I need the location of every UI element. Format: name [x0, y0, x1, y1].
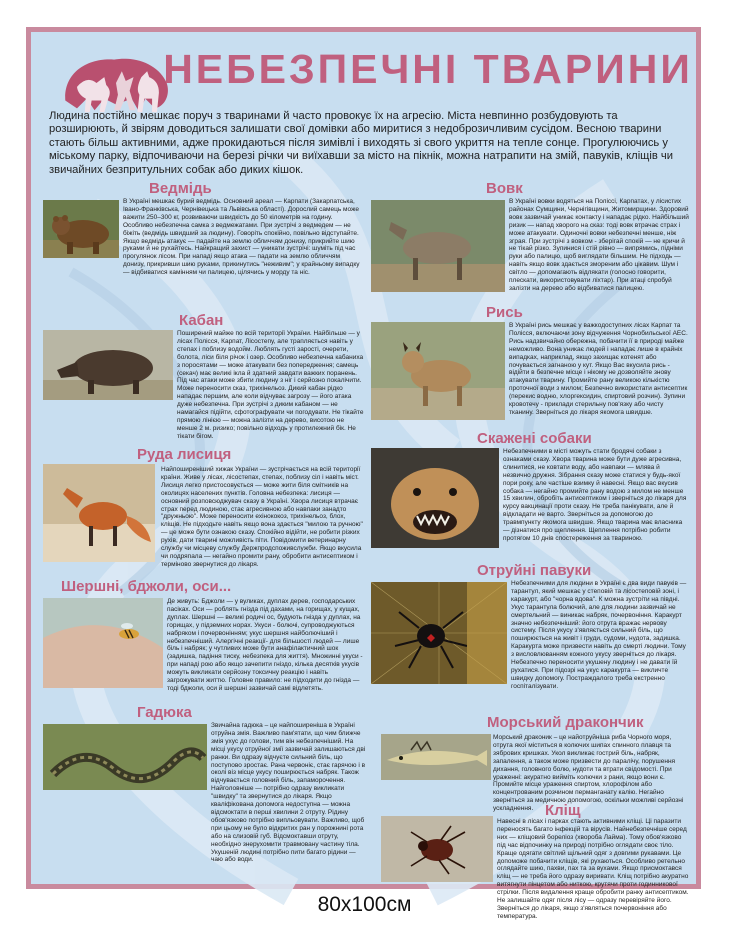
weever-photo — [381, 734, 491, 780]
tick-photo — [381, 816, 493, 882]
insects-title: Шершні, бджоли, оси... — [61, 578, 232, 595]
spiders-title: Отруйні павуки — [477, 562, 592, 579]
poster-size-label: 80x100см — [317, 893, 412, 916]
lynx-text: В Україні рись мешкає у важкодоступних лісах Карпат та Полісся, включаючи зону відчуження Чорнобильської АЕС. Рись надзвичайно обережна, побачити її в природі майже неможливо. Вона уникає людей і нападає лише в крайніх випадках, наприклад, якщо захищає котенят або почувається загнаною у кут. Якщо Вас вкусила рись - відійти в безпечне місце і нікому не дозволяйте знову атакувати тварину. Промийте рану великою кількістю проточної води з милом; Безпечно використати антисептик (перекис водню, хлоргексидин, спиртовий розчин). Зупини кровотечу - приклади стерильну пов'язку або чисту тканину. Зверніться до лікаря якомога швидше. — [509, 322, 688, 416]
viper-title: Гадюка — [137, 704, 192, 721]
fox-title: Руда лисиця — [137, 446, 232, 463]
fox-text: Найпоширеніший хижак України — зустрічається на всій території країни. Живе у лісах, лісостепах, степах, поблизу сіл і навіть міст. Лисиця легко пристосовується — може жити біля смітників на околицях населених пунктів. Головна небезпека: лисиця — основний розповсюджувач сказу в Україні. Хвора лисиця втрачає страх перед людиною, стає агресивною або навпаки занадто "дружньою". Може переносити ехінококоз, трихінельоз, блох, кліщів. Не підходьте навіть якщо вона здається "милою та ручною" — це може бути ознакою сказу. Спокійно відійти, не робити різких рухів, дати тварині можливість піти. Повідомити ветеринарну службу чи місцеву службу Держпродспоживслужби. Якщо вкусила чи подряпала — негайно промити рану, обробити антисептиком і терміново звернутися до лікаря. — [161, 466, 363, 568]
bear-text: В Україні мешкає бурий ведмідь. Основний ареал — Карпати (Закарпатська, Івано-Франківська, Чернівецька та Львівська області). Дорослий самець може важити 250–300 кг, розвиваючи швидкість до 50 кілометрів на годину. Особливо небезпечна самка з ведмежатами. При зустрічі з ведмедем — не біжіть (ведмідь швидший за людину). Говоріть спокійно, повільно відступайте. Якщо ведмідь атакує — падайте на землю обличчям донизу, прикрийте шию руками й не рухайтесь. Найкращий захист — уникати зустрічі: шуміть під час прогулянок лісом. При нападі якщо атака — падати на землю обличчям донизу, прикривши шию руками, прикинутись "неживим"; у крайньому випадку — відбиватися камінням чи палицею, цілячись у морду та ніс. — [123, 198, 360, 277]
tick-title: Кліщ — [545, 802, 581, 819]
dogs-text: Небезпечними в місті можуть стати бродячі собаки з ознаками сказу. Хвора тварина може бути дуже агресивна, слинитися, не ковтати воду, або навпаки — млява й незвично дружня. Зібрання сказу може статися у будь-якої пори року, але частіше взимку й навесні. Якщо вас вкусив собака — негайно промийте рану водою з милом не менше 15 хвилин, обробіть антисептиком і зверніться до лікаря для курсу вакцинації проти сказу. Не треба панікувати, але й відкладати не варто. Зверніться за допомогою до травмпункту якомога швидше. Якщо тварина має власника — дізнатися про щеплення. Щеплення потрібно робити протягом 10 днів спостереження за твариною. — [503, 448, 687, 542]
weever-text: Морський драконик – це найотруйніша риба Чорного моря, отрута якої міститься в колючих шипах спинного плавця та зябрових кришках. Укол викликає гострий біль, набряк, запалення, а також може призвести до паралічу, порушення дихання, головного болю, нудоти та втрати свідомості. При ураженні: акуратно вийміть колючки з рани, якщо вони є. Промийте місце ураження спиртом, хлорофілом або концентрованим розчином перманганату калію. Негайно зверніться за медичною допомогою, оскільки можливі серйозні ускладнення. — [493, 734, 684, 813]
dogs-title: Скажені собаки — [477, 430, 592, 447]
bear-photo — [43, 200, 119, 258]
viper-text: Звичайна гадюка – це найпоширеніша в Україні отруйна змія. Важливо пам'ятати, що чим ближче змія ухус до голови, тим він небезпечніший. На місці укусу отруйної змії зазвичай залишаються дві ранки. Ви одразу відчуєте сильний біль, що поступово зростає. Рана червоніє, стає гарячою і в околі віз місце укусу поширюється набряк. Також відчувається головний біль, запаморочення. Найголовніше — потрібно одразу викликати "швидку" та звернутися до лікаря. Якщо кваліфікована допомога недоступна — можна відсмоктати в перші хвилини 2 отруту. Рідину обов'язково потрібно випльовувати. Важливо, щоб при цьому не було відкритих ран у порожнині рота або на слизовій губ. Відсмоктавши отруту, необхідно знерухомити травмовану частину тіла. Укушеній людині потрібно пити багато рідини — чаю або води. — [211, 722, 366, 864]
boar-photo — [43, 330, 173, 400]
lynx-photo — [371, 322, 505, 420]
spiders-text: Небезпечними для людини в Україні є два види павуків — тарантул, який мешкає у степовій та лісостеповій зоні, і каракурт, або "чорна вдова". К можна зустріти на півдні. Укус тарантула болючий, але для людини зазвичай не смертельний — виникає набряк, почервоніння. Каракурт значно небезпечніший: його отрута вражає нервову систему. Після укусу з'являється сильний біль, що поширюється на живіт і груди, судоми, нудота, задишка. Каракурта може призвести навіть до смерті людини. Тому з висловлюванням кожного укусу зверніться до лікаря. Небезпечно переносити укушену людину і не давати їй рухатися. При підозрі на укус каракурта — викличте швидку допомогу. Постраждалого треба екстренно госпіталізувати. — [511, 580, 687, 690]
boar-text: Поширений майже по всій території України. Найбільше — у лісах Полісся, Карпат, Лісостепу, але трапляється навіть у степах і поблизу водойм. Люблять густі зарості, очерети, болота, ліси біля річок і озер. Особливо небезпечна кабаниха з поросятами — може атакувати без попередження; самець (секач) має великі ікла й здатний завдати важких поранень. Під час атаки може збити людину з ніг і серйозно покалічити. Може переносити сказ, трихінельоз. Дикий кабан рідко нападає першим, але коли відчуває загрозу — його атака дуже небезпечна. При зустрічі з диким кабаном — не намагайся підійти, сфотографувати чи погодувати. Не тікайте прямою лінією — можна залізти на дерево, висотою не менше 2 м. ризико; повільно відходь у протилежний бік. Не тікати бігом. — [177, 330, 364, 440]
poster-title: НЕБЕЗПЕЧНІ ТВАРИНИ — [163, 46, 693, 92]
dog-photo — [371, 448, 499, 548]
bear-title: Ведмідь — [149, 180, 212, 197]
spider-photo — [371, 582, 507, 684]
boar-title: Кабан — [179, 312, 224, 329]
intro-text: Людина постійно мешкає поруч з тваринами й часто провокує їх на агресію. Міста невпинно розбудовують та розширюють, й звірям доводиться залишати свої домівки або миритися з недоброзичливим сусідом. Весною тварини стають більш активними, адже прокидаються після зимівлі і виходять зі свого укриття на тепле сонце. Прогулюючись у міському парку, відпочиваючи на березі річки чи виїхавши за місто на пікнік, можна натрапити на змій, павуків, кліщів чи звичайних безпритульних собак або диких кішок. — [49, 110, 674, 176]
tick-text: Навесні в лісах і парках стають активними кліщі. Ці паразити переносять багато інфекцій та вірусів. Найнебезпечніше серед них — кліщовий бореліоз (хвороба Лайма). Тому обов'язково під час відпочинку на природі потрібно оглядати своє тіло. Краще одягати світлий щільний одяг з довгими рукавами. Це допоможе побачити кліщів, які рухаються. Особливо ретельно оглядайте шию, пахви, пах та за вухами. Якщо присмоктався кліщ — не треба його одразу виривати. Кліщ потрібно акуратно витягнути пінцетом або ниткою, крутячи проти годинникової стрілки. Після видалення краще обробити ранку антисептиком. Не залишайте одяг після лісу — одразу перевіряйте його. Зверніться до лікаря, якщо з'являться почервоніння або температура. — [497, 818, 689, 920]
wolf-title: Вовк — [486, 180, 523, 197]
fox-photo — [43, 464, 155, 562]
wolf-text: В Україні вовки водяться на Поліссі, Карпатах, у лісистих районах Сумщини, Чернігівщини, Житомирщини. Здоровий вовк зазвичай уникає контакту і нападає рідко. Найбільший ризик — напад хворого на сказ: тоді вовк втрачає страх і може атакувати. Одиночні вовки небезпечні менше, ніж зграя. При зустрічі з вовком - зберігай спокій — не кричи й не тікай різко. Зупинися і стій рівно — випрямись, підніми руки або палицю, щоб виглядати більшим. Не підходь — навіть якщо вовк здається змореним або цікавим. Шум і світло — допомагають відлякати (голосно говорити, плескати, використовувати ліхтар). При атаці спробуй залізти на дерево або відбиватися палицею. — [509, 198, 689, 292]
bee-photo — [43, 598, 163, 688]
viper-photo — [43, 724, 207, 790]
wolf-photo — [371, 200, 505, 292]
lynx-title: Рись — [486, 304, 523, 321]
insects-text: Де живуть: Бджоли — у вуликах, дуплах дерев, господарських пасіках. Оси — роблять гнізда під дахами, на горищах, у кущах, дуплах. Шершні — великі родичі ос, будують гнізда у дуплах, на горищах, у підземних норах. Укуси - болючі, супроводжуються набряком і почервонінням; укус шершня найболючіший і небезпечніший. Алергічні реакції- для більшості людей — лише біль і набряк; у чутливих може бути анафілактичний шок (задишка, падіння тиску, небезпека для життя). Множинні укуси - при нападі рою або якщо зачепити гніздо, кілька десятків укусів можуть викликати серйозну токсичну реакцію і навіть загрожувати життю. Головне правило: не підходити до гнізда — тоді бджоли, оси й шершні зазвичай самі відлетять. — [167, 598, 363, 692]
weever-title: Морський дракончик — [487, 714, 644, 731]
